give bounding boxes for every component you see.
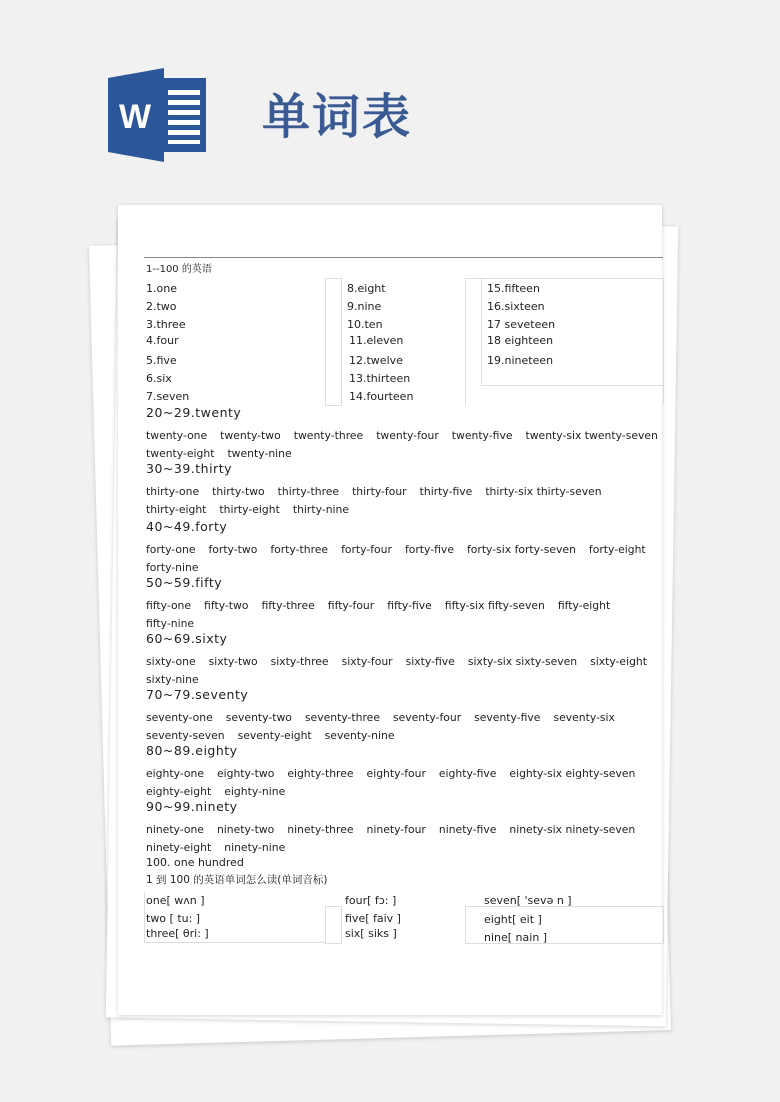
number-word: 19.nineteen	[487, 354, 554, 367]
number-word: fifty-three	[261, 599, 315, 612]
number-word: thirty-six thirty-seven	[485, 485, 602, 498]
word-line	[146, 767, 635, 780]
number-word: sixty-eight	[590, 655, 648, 668]
one-hundred: 100. one hundred	[146, 856, 244, 869]
word-line	[146, 729, 394, 742]
number-word: twenty-two	[220, 429, 281, 442]
number-word: sixty-nine	[146, 673, 199, 686]
number-word: thirty-eight	[219, 503, 280, 516]
number-word: forty-two	[208, 543, 258, 556]
table-border	[325, 278, 342, 406]
section-heading: 30~39.thirty	[146, 461, 232, 476]
number-word: seventy-nine	[324, 729, 395, 742]
header-rule	[144, 257, 663, 258]
number-word: ninety-two	[216, 823, 275, 836]
number-word: seventy-one	[146, 711, 213, 724]
section-heading: 60~69.sixty	[146, 631, 228, 646]
number-word: twenty-one	[146, 429, 208, 442]
word-line	[146, 485, 602, 498]
number-word: 15.fifteen	[487, 282, 540, 295]
number-word: forty-eight	[588, 543, 646, 556]
number-word: thirty-three	[277, 485, 340, 498]
number-word: seventy-four	[392, 711, 462, 724]
number-word: twenty-eight	[146, 447, 215, 460]
section-heading: 70~79.seventy	[146, 687, 249, 702]
number-word: 3.three	[146, 318, 186, 331]
phonetic-entry: seven[ 'sevə n ]	[484, 894, 572, 907]
word-logo-icon	[108, 68, 208, 162]
number-word: forty-one	[146, 543, 196, 556]
section-heading: 80~89.eighty	[146, 743, 238, 758]
number-word: 1.one	[146, 282, 177, 295]
number-word: eighty-nine	[224, 785, 286, 798]
number-word: sixty-two	[208, 655, 258, 668]
phonetic-entry: three[ θri: ]	[146, 927, 209, 940]
number-word: twenty-five	[451, 429, 513, 442]
number-word: seventy-eight	[237, 729, 312, 742]
number-word: 10.ten	[347, 318, 383, 331]
number-word: fifty-five	[387, 599, 432, 612]
number-word: eighty-eight	[146, 785, 212, 798]
number-word: 11.eleven	[349, 334, 404, 347]
number-word: eighty-five	[438, 767, 497, 780]
number-word: forty-nine	[146, 561, 199, 574]
word-line	[146, 785, 285, 798]
number-word: 14.fourteen	[349, 390, 414, 403]
word-line	[146, 447, 292, 460]
number-word: fifty-two	[204, 599, 249, 612]
word-line	[146, 673, 199, 686]
number-word: twenty-four	[376, 429, 439, 442]
number-word: fifty-nine	[146, 617, 195, 630]
number-word: 12.twelve	[349, 354, 403, 367]
number-word: eighty-one	[146, 767, 204, 780]
number-word: forty-six forty-seven	[466, 543, 576, 556]
number-word: seventy-two	[225, 711, 292, 724]
number-word: fifty-four	[327, 599, 375, 612]
phonetic-entry: two [ tu: ]	[146, 912, 201, 925]
number-word: twenty-three	[293, 429, 364, 442]
word-line	[146, 503, 349, 516]
word-line	[146, 711, 615, 724]
number-word: 9.nine	[347, 300, 382, 313]
number-word: ninety-nine	[224, 841, 286, 854]
word-line	[146, 823, 635, 836]
phonetic-entry: six[ siks ]	[345, 927, 397, 940]
number-word: 4.four	[146, 334, 179, 347]
number-word: fifty-six fifty-seven	[444, 599, 545, 612]
number-word: forty-three	[270, 543, 329, 556]
page-title: 单词表	[262, 89, 413, 145]
number-word: sixty-five	[405, 655, 455, 668]
number-word: 17 seveteen	[487, 318, 556, 331]
section-heading: 50~59.fifty	[146, 575, 223, 590]
number-word: thirty-one	[146, 485, 200, 498]
intro-heading: 1--100 的英语	[146, 264, 212, 275]
number-word: forty-five	[404, 543, 454, 556]
table-border	[325, 906, 342, 944]
phonetic-entry: four[ fɔ: ]	[345, 894, 397, 907]
word-line	[146, 543, 646, 556]
number-word: 7.seven	[146, 390, 190, 403]
number-word: seventy-six	[553, 711, 615, 724]
number-word: 2.two	[146, 300, 177, 313]
number-word: forty-four	[341, 543, 392, 556]
word-line	[146, 655, 647, 668]
number-word: 16.sixteen	[487, 300, 545, 313]
number-word: twenty-nine	[227, 447, 292, 460]
number-word: seventy-five	[474, 711, 541, 724]
word-line	[146, 599, 610, 612]
number-word: eighty-two	[216, 767, 275, 780]
phonetic-heading: 1 到 100 的英语单词怎么读(单词音标)	[146, 874, 328, 886]
word-line	[146, 841, 285, 854]
number-word: ninety-eight	[146, 841, 212, 854]
number-word: 8.eight	[347, 282, 386, 295]
number-word: thirty-four	[352, 485, 407, 498]
number-word: 5.five	[146, 354, 177, 367]
svg-text:W: W	[118, 98, 152, 136]
phonetic-entry: nine[ nain ]	[484, 931, 548, 944]
number-word: thirty-eight	[146, 503, 207, 516]
number-word: thirty-nine	[292, 503, 350, 516]
number-word: eighty-six eighty-seven	[509, 767, 636, 780]
number-word: sixty-one	[146, 655, 196, 668]
number-word: ninety-four	[366, 823, 426, 836]
phonetic-entry: eight[ eit ]	[484, 913, 542, 926]
number-word: thirty-five	[419, 485, 473, 498]
number-word: thirty-two	[212, 485, 265, 498]
number-word: sixty-three	[270, 655, 329, 668]
word-line	[146, 561, 199, 574]
number-word: eighty-three	[287, 767, 354, 780]
number-word: 13.thirteen	[349, 372, 411, 385]
number-word: seventy-three	[304, 711, 380, 724]
number-word: ninety-five	[438, 823, 497, 836]
number-word: ninety-three	[287, 823, 354, 836]
word-line	[146, 429, 658, 442]
number-word: fifty-eight	[557, 599, 611, 612]
phonetic-entry: five[ faiv ]	[345, 912, 401, 925]
number-word: sixty-four	[341, 655, 393, 668]
phonetic-entry: one[ wʌn ]	[146, 894, 205, 907]
number-word: 6.six	[146, 372, 172, 385]
number-word: sixty-six sixty-seven	[467, 655, 578, 668]
number-word: seventy-seven	[146, 729, 225, 742]
word-line	[146, 617, 194, 630]
section-heading: 40~49.forty	[146, 519, 228, 534]
number-word: ninety-six ninety-seven	[509, 823, 636, 836]
number-word: twenty-six twenty-seven	[525, 429, 658, 442]
number-word: 18 eighteen	[487, 334, 554, 347]
number-word: eighty-four	[366, 767, 426, 780]
section-heading: 90~99.ninety	[146, 799, 238, 814]
section-heading: 20~29.twenty	[146, 405, 242, 420]
number-word: ninety-one	[146, 823, 204, 836]
number-word: fifty-one	[146, 599, 192, 612]
